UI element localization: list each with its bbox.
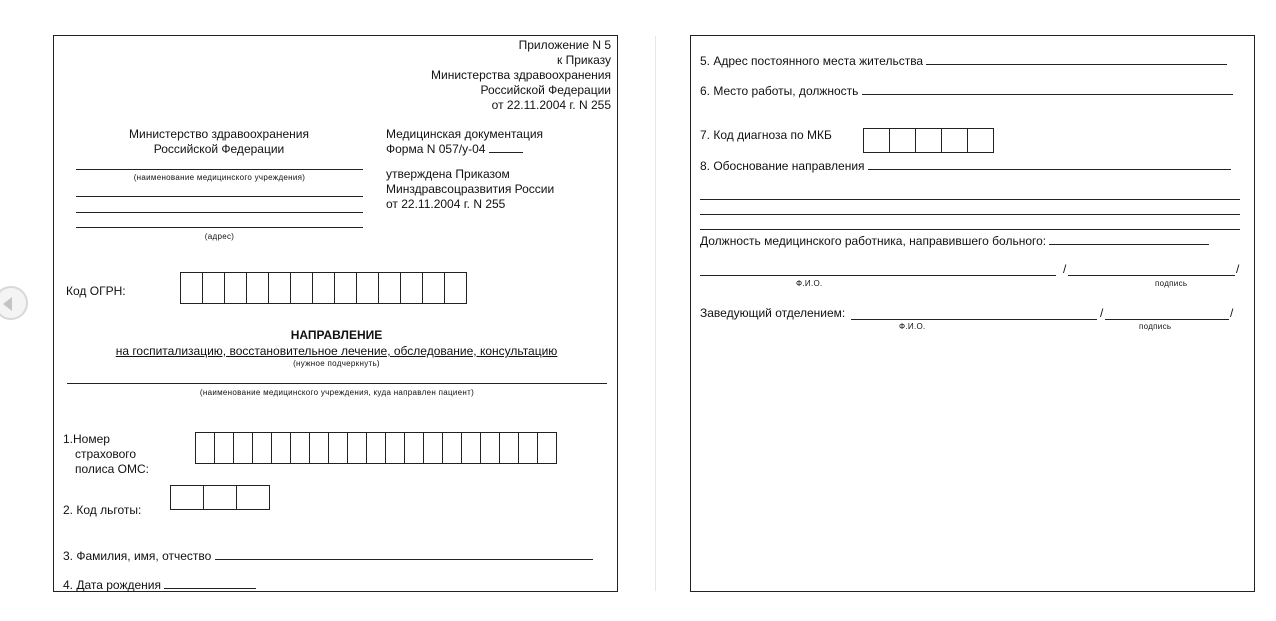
code-cell[interactable] [252, 432, 272, 464]
code-cell[interactable] [941, 128, 968, 153]
institution-header [76, 127, 362, 157]
code-cell[interactable] [422, 272, 445, 304]
birth-label: 4. Дата рождения [63, 578, 161, 592]
mkb-label: 7. Код диагноза по МКБ [700, 128, 832, 142]
code-cell[interactable] [518, 432, 538, 464]
previous-page-arrow-icon[interactable] [0, 286, 28, 320]
fio-label: 3. Фамилия, имя, отчество [63, 549, 212, 563]
fio-field [63, 548, 593, 564]
code-cell[interactable] [442, 432, 462, 464]
target-institution-line[interactable] [67, 383, 607, 384]
reason-line-4[interactable] [700, 229, 1240, 230]
med-doc-ministry: Минздравсоцразвития России [386, 182, 555, 196]
code-cell[interactable] [309, 432, 329, 464]
mkb-code-boxes[interactable] [863, 128, 994, 153]
code-cell[interactable] [889, 128, 916, 153]
code-cell[interactable] [203, 485, 237, 510]
address-field [700, 53, 1227, 69]
policy-label-line-2: страхового [75, 447, 137, 461]
order-header [354, 38, 611, 113]
med-doc-approved: утверждена Приказом [386, 167, 510, 181]
code-cell[interactable] [404, 432, 424, 464]
code-cell[interactable] [480, 432, 500, 464]
code-cell[interactable] [290, 432, 310, 464]
work-field [700, 83, 1233, 99]
policy-label [63, 432, 149, 477]
residence-input-line[interactable] [926, 53, 1227, 65]
form-page-front [53, 35, 618, 592]
worker-fio-caption: Ф.И.О. [796, 279, 823, 288]
policy-label-line-3: полиса ОМС: [75, 462, 149, 476]
code-cell[interactable] [385, 432, 405, 464]
work-input-line[interactable] [862, 83, 1233, 95]
direction-note: (нужное подчеркнуть) [293, 359, 380, 368]
policy-label-line-1: 1.Номер [63, 432, 110, 446]
reason-input-line[interactable] [868, 158, 1231, 170]
head-label: Заведующий отделением: [700, 306, 846, 320]
code-cell[interactable] [195, 432, 215, 464]
code-cell[interactable] [400, 272, 423, 304]
worker-sign-caption: подпись [1155, 279, 1188, 288]
code-cell[interactable] [347, 432, 367, 464]
policy-number-boxes[interactable] [195, 432, 557, 464]
code-cell[interactable] [246, 272, 269, 304]
code-cell[interactable] [268, 272, 291, 304]
order-date-text: от 22.11.2004 г. N 255 [491, 98, 611, 112]
head-fio-caption: Ф.И.О. [899, 322, 926, 331]
worker-position-label: Должность медицинского работника, направившего больного: [700, 234, 1047, 248]
code-cell[interactable] [236, 485, 270, 510]
code-cell[interactable] [537, 432, 557, 464]
address-caption: (адрес) [204, 232, 235, 241]
birth-input-line[interactable] [164, 577, 256, 589]
direction-title: НАПРАВЛЕНИЕ [290, 328, 383, 342]
institution-name-line[interactable] [76, 169, 363, 170]
benefit-code-boxes[interactable] [170, 485, 270, 510]
target-institution-caption: (наименование медицинского учреждения, куда направлен пациент) [199, 388, 475, 397]
code-cell[interactable] [378, 272, 401, 304]
med-doc-form-number: Форма N 057/у-04 [386, 142, 486, 156]
to-order-text: к Приказу [556, 53, 611, 67]
direction-subtitle[interactable]: на госпитализацию, восстановительное лечение, обследование, консультацию [115, 344, 558, 358]
code-cell[interactable] [461, 432, 481, 464]
work-label: 6. Место работы, должность [700, 84, 859, 98]
code-cell[interactable] [444, 272, 467, 304]
ministry-text: Министерства здравоохранения [431, 68, 611, 82]
head-fio-line[interactable] [851, 319, 1097, 320]
med-doc-block [386, 127, 554, 212]
med-doc-form [386, 142, 554, 157]
ogrn-code-boxes[interactable] [180, 272, 467, 304]
fio-input-line[interactable] [215, 548, 593, 560]
code-cell[interactable] [356, 272, 379, 304]
reason-line-2[interactable] [700, 199, 1240, 200]
benefit-label: 2. Код льготы: [63, 503, 142, 517]
code-cell[interactable] [366, 432, 386, 464]
code-cell[interactable] [271, 432, 291, 464]
ogrn-label: Код ОГРН: [66, 284, 126, 298]
worker-sign-line[interactable] [1068, 275, 1235, 276]
federation-text: Российской Федерации [480, 83, 611, 97]
med-doc-title: Медицинская документация [386, 127, 544, 141]
page-divider [655, 36, 656, 591]
code-cell[interactable] [170, 485, 204, 510]
residence-label: 5. Адрес постоянного места жительства [700, 54, 924, 68]
address-line-1[interactable] [76, 196, 363, 197]
head-sign-line[interactable] [1105, 319, 1229, 320]
head-slash-1: / [1100, 306, 1104, 320]
code-cell[interactable] [202, 272, 225, 304]
worker-fio-line[interactable] [700, 275, 1056, 276]
code-cell[interactable] [967, 128, 994, 153]
form-page-back [690, 35, 1255, 592]
head-slash-2: / [1230, 306, 1234, 320]
reason-line-3[interactable] [700, 214, 1240, 215]
med-doc-date: от 22.11.2004 г. N 255 [386, 197, 506, 211]
code-cell[interactable] [214, 432, 234, 464]
code-cell[interactable] [290, 272, 313, 304]
code-cell[interactable] [334, 272, 357, 304]
institution-ministry: Министерство здравоохранения [129, 127, 309, 141]
code-cell[interactable] [328, 432, 348, 464]
code-cell[interactable] [499, 432, 519, 464]
code-cell[interactable] [915, 128, 942, 153]
worker-slash-1: / [1063, 262, 1067, 276]
code-cell[interactable] [180, 272, 203, 304]
address-line-3[interactable] [76, 227, 363, 228]
code-cell[interactable] [233, 432, 253, 464]
birth-field [63, 577, 256, 593]
worker-slash-2: / [1236, 262, 1240, 276]
code-cell[interactable] [312, 272, 335, 304]
institution-federation: Российской Федерации [153, 142, 285, 156]
reason-field [700, 158, 1231, 174]
code-cell[interactable] [224, 272, 247, 304]
institution-name-caption: (наименование медицинского учреждения) [133, 173, 306, 182]
reason-label: 8. Обоснование направления [700, 159, 865, 173]
code-cell[interactable] [423, 432, 443, 464]
appendix-text: Приложение N 5 [518, 38, 611, 52]
address-line-2[interactable] [76, 212, 363, 213]
worker-position-input-line[interactable] [1049, 233, 1209, 245]
worker-position-field [700, 233, 1209, 249]
code-cell[interactable] [863, 128, 890, 153]
head-sign-caption: подпись [1139, 322, 1172, 331]
